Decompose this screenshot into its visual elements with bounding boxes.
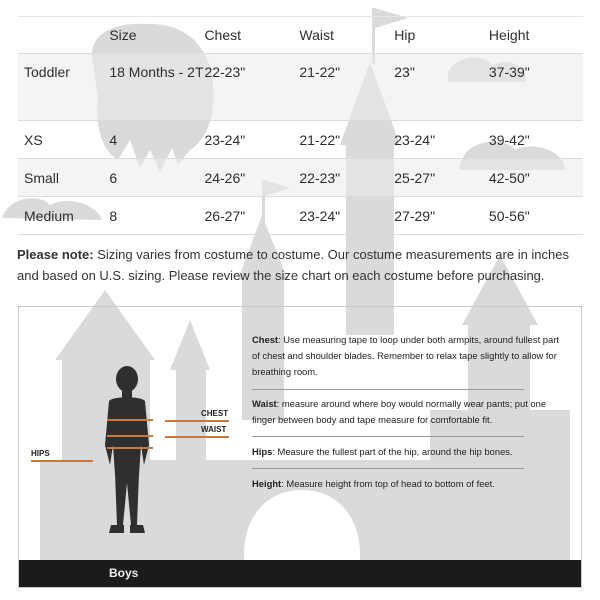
cell-waist: 22-23" xyxy=(299,159,394,197)
cell-size: 4 xyxy=(109,121,204,159)
cell-height: 37-39" xyxy=(489,54,583,121)
header-waist: Waist xyxy=(299,17,394,54)
guide-footer-bar xyxy=(19,560,581,587)
height-instruction xyxy=(252,476,562,492)
footer-label: Boys xyxy=(109,566,139,580)
table-row xyxy=(18,121,583,159)
note-text: Sizing varies from costume to costume. Our costume measurements are in inches and based on U.S. sizing. Please review the size chart on each costume before purchasing. xyxy=(17,247,570,283)
cell-size: 8 xyxy=(109,197,204,235)
table-row xyxy=(18,54,583,121)
cell-name: Small xyxy=(18,159,109,197)
cell-height: 50-56" xyxy=(489,197,583,235)
header-hip: Hip xyxy=(394,17,489,54)
waist-instruction xyxy=(252,396,562,428)
cell-waist: 21-22" xyxy=(299,121,394,159)
chest-measure-line xyxy=(107,419,153,421)
divider xyxy=(252,389,524,390)
hip-measure-line xyxy=(107,447,153,449)
hips-pointer-line xyxy=(31,460,93,462)
chest-text: : Use measuring tape to loop under both armpits, around fullest part of chest and shoulder blades. Remember to relax tape slightly to allow for breathing room. xyxy=(252,334,559,377)
cell-chest: 24-26" xyxy=(204,159,299,197)
size-chart-table xyxy=(18,16,583,235)
cell-chest: 26-27" xyxy=(204,197,299,235)
cell-waist: 23-24" xyxy=(299,197,394,235)
cell-waist: 21-22" xyxy=(299,54,394,121)
table-header-row xyxy=(18,17,583,54)
header-size: Size xyxy=(109,17,204,54)
divider xyxy=(252,436,524,437)
table-row xyxy=(18,197,583,235)
cell-hip: 23" xyxy=(394,54,489,121)
chest-pointer-line xyxy=(165,420,229,422)
cell-size: 18 Months - 2T xyxy=(109,54,204,121)
header-chest: Chest xyxy=(204,17,299,54)
waist-text: : measure around where boy would normally wear pants; put one finger between body and tape measure for comfortable fit. xyxy=(252,398,547,425)
hips-term: Hips xyxy=(252,446,273,457)
boy-silhouette-figure xyxy=(97,365,169,543)
hips-instruction xyxy=(252,444,562,460)
height-text: : Measure height from top of head to bottom of feet. xyxy=(281,478,495,489)
sizing-note xyxy=(17,244,577,286)
height-term: Height xyxy=(252,478,282,489)
waist-pointer-line xyxy=(165,436,229,438)
chest-term: Chest xyxy=(252,334,279,345)
hips-text: : Measure the fullest part of the hip, around the hip bones. xyxy=(272,446,513,457)
chest-instruction xyxy=(252,332,562,380)
hips-figure-label: HIPS xyxy=(31,449,50,458)
note-label: Please note: xyxy=(17,247,94,262)
table-row xyxy=(18,159,583,197)
cell-chest: 23-24" xyxy=(204,121,299,159)
chest-figure-label: CHEST xyxy=(201,409,229,418)
measurement-guide-panel xyxy=(18,306,582,588)
cell-chest: 22-23" xyxy=(204,54,299,121)
cell-hip: 23-24" xyxy=(394,121,489,159)
divider xyxy=(252,468,524,469)
waist-measure-line xyxy=(107,435,153,437)
cell-hip: 25-27" xyxy=(394,159,489,197)
waist-figure-label: WAIST xyxy=(201,425,227,434)
cell-name: Medium xyxy=(18,197,109,235)
waist-term: Waist xyxy=(252,398,277,409)
cell-hip: 27-29" xyxy=(394,197,489,235)
header-height: Height xyxy=(489,17,583,54)
header-blank xyxy=(18,17,109,54)
cell-size: 6 xyxy=(109,159,204,197)
cell-height: 42-50" xyxy=(489,159,583,197)
cell-name: Toddler xyxy=(18,54,109,121)
cell-name: XS xyxy=(18,121,109,159)
cell-height: 39-42" xyxy=(489,121,583,159)
